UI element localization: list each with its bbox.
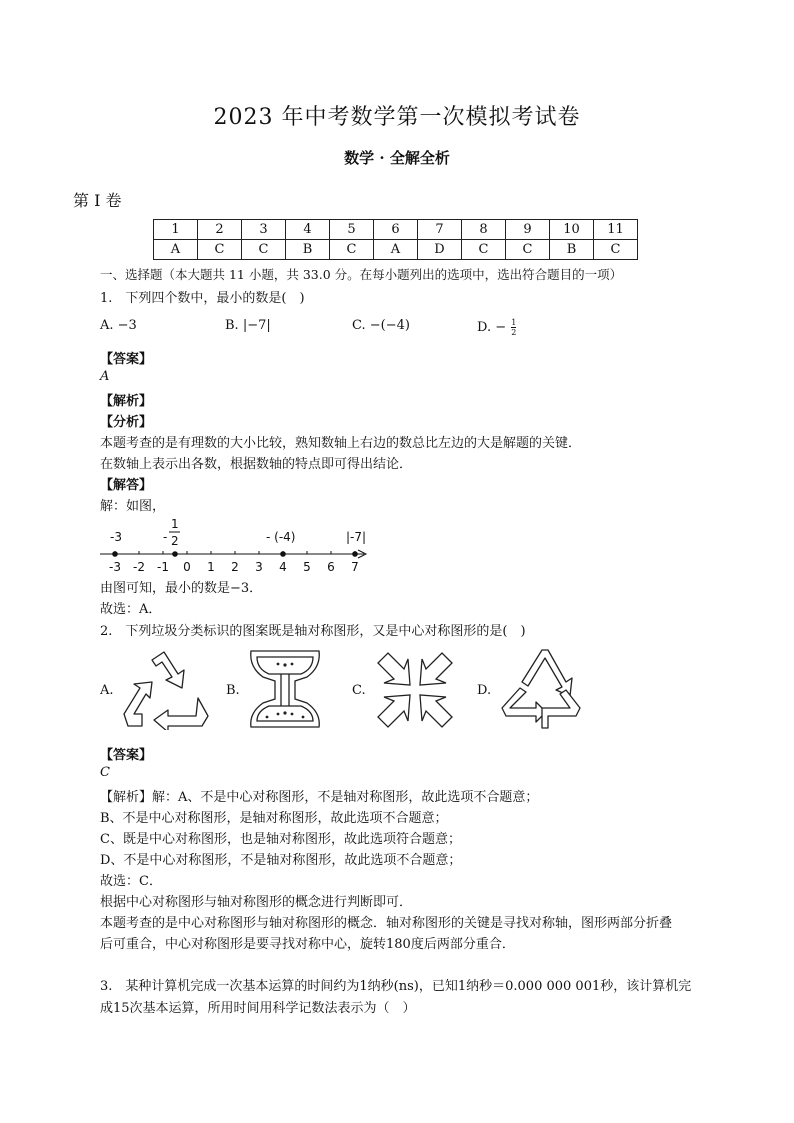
q1-answer-tag: 【答案】 (100, 352, 153, 367)
number-line-tick-label: 1 (207, 560, 215, 574)
label-abs-minus-7: |-7| (346, 530, 367, 544)
q2-option-d-label: D. (477, 683, 492, 698)
q1-answer: A (100, 369, 110, 384)
page-subtitle: 数学 · 全解全析 (344, 149, 450, 167)
number-line-tick-label: 2 (231, 560, 239, 574)
section-heading: 一、选择题（本大题共 11 小题，共 33.0 分。在每小题列出的选项中，选出符合题目的一项） (100, 267, 623, 282)
point-minus-half (172, 551, 178, 557)
q2-choose: 故选：C． (100, 874, 162, 889)
answer-table-number-row (154, 220, 638, 240)
answer-table-number-cell: 10 (550, 220, 594, 240)
answer-table-answer-cell: C (594, 240, 638, 260)
answer-table-number-cell: 5 (330, 220, 374, 240)
q2-analysis-c: C、既是中心对称图形，也是轴对称图形，故此选项符合题意； (100, 832, 461, 847)
label-neg-neg-4: - (-4) (266, 530, 296, 544)
q1-solution-intro: 解：如图， (100, 499, 166, 514)
answer-table-answer-cell: C (462, 240, 506, 260)
q2-option-c-four-arrows-icon (374, 649, 456, 731)
label-minus-half-denominator: 2 (171, 534, 179, 548)
q2-analysis-a: 【解析】解：A、不是中心对称图形，不是轴对称图形，故此选项不合题意； (100, 790, 539, 805)
answer-table-number-cell: 4 (286, 220, 330, 240)
number-line-tick-label: 4 (279, 560, 287, 574)
q1-fenxi-line-1: 本题考查的是有理数的大小比较，熟知数轴上右边的数总比左边的大是解题的关键． (100, 436, 582, 451)
q2-stem: 2. 下列垃圾分类标识的图案既是轴对称图形，又是中心对称图形的是( ) (100, 624, 526, 639)
answer-table-answer-cell: A (154, 240, 198, 260)
q1-option-d-prefix: D. − (477, 320, 507, 335)
q1-option-c: C. −(−4) (352, 318, 410, 333)
number-line-tick-label: 0 (183, 560, 191, 574)
q2-option-c-label: C. (352, 683, 366, 698)
point-minus-3 (112, 551, 118, 557)
answer-table-number-cell: 1 (154, 220, 198, 240)
volume-label: 第 I 卷 (73, 191, 122, 210)
q3-stem-line-1: 3. 某种计算机完成一次基本运算的时间约为1纳秒(ns)，已知1纳秒＝0.000 000 001秒，该计算机完 (100, 979, 692, 994)
q2-option-b-label: B. (226, 683, 240, 698)
answer-table-answer-cell: B (286, 240, 330, 260)
q1-fenxi-tag: 【分析】 (100, 415, 153, 430)
answer-table-number-cell: 9 (506, 220, 550, 240)
answer-table-number-cell: 6 (374, 220, 418, 240)
q2-option-a-label: A. (100, 683, 114, 698)
q2-analysis-b: B、不是中心对称图形，是轴对称图形，故此选项不合题意； (100, 811, 448, 826)
q3-stem-line-2: 成15次基本运算，所用时间用科学记数法表示为（ ） (100, 1001, 416, 1016)
page-title: 2023 年中考数学第一次模拟考试卷 (213, 105, 581, 130)
q2-analysis-d: D、不是中心对称图形，不是轴对称图形，故此选项不合题意； (100, 853, 462, 868)
answer-table-answer-cell: C (242, 240, 286, 260)
number-line-tick-label: 3 (255, 560, 263, 574)
q2-summary-3: 后可重合，中心对称图形是要寻找对称中心，旋转180度后两部分重合． (100, 937, 515, 952)
q2-option-b-bin-icon (245, 647, 325, 731)
q1-option-a: A. −3 (100, 318, 137, 333)
q2-answer-tag: 【答案】 (100, 748, 153, 763)
answer-table-answer-row (154, 240, 638, 260)
answer-table-number-cell: 8 (462, 220, 506, 240)
label-minus-half-sign: - (163, 530, 168, 544)
number-line-figure (96, 515, 386, 577)
answer-table-answer-cell: A (374, 240, 418, 260)
q2-option-a-recycle-icon (120, 650, 212, 730)
number-line-tick-label: -3 (109, 560, 121, 574)
point-abs-minus-7 (352, 551, 358, 557)
answer-table (153, 219, 638, 260)
answer-table-number-cell: 3 (242, 220, 286, 240)
q2-option-d-triangle-arrows-icon (500, 646, 584, 730)
number-line-tick-label: 7 (351, 560, 359, 574)
q2-summary-2: 本题考查的是中心对称图形与轴对称图形的概念．轴对称图形的关键是寻找对称轴，图形两部分折叠 (100, 916, 673, 931)
answer-table-number-cell: 11 (594, 220, 638, 240)
number-line-tick-label: -2 (133, 560, 145, 574)
answer-table-answer-cell: C (330, 240, 374, 260)
q1-option-d-numerator: 1 (511, 318, 517, 327)
q1-jieda-tag: 【解答】 (100, 478, 153, 493)
answer-table-answer-cell: C (198, 240, 242, 260)
q1-option-d-denominator: 2 (511, 328, 517, 337)
q1-conclusion: 由图可知，最小的数是−3． (100, 581, 263, 596)
answer-table-answer-cell: D (418, 240, 462, 260)
point-neg-neg-4 (280, 551, 286, 557)
number-line-tick-label: -1 (157, 560, 169, 574)
answer-table-answer-cell: B (550, 240, 594, 260)
answer-table-number-cell: 7 (418, 220, 462, 240)
label-minus-half-numerator: 1 (171, 517, 179, 531)
q1-option-b: B. |−7| (225, 318, 271, 333)
q1-option-d (477, 318, 516, 337)
q2-summary-1: 根据中心对称图形与轴对称图形的概念进行判断即可． (100, 895, 413, 910)
q1-analysis-tag: 【解析】 (100, 394, 153, 409)
number-line-tick-label: 6 (327, 560, 335, 574)
q2-answer: C (100, 765, 110, 780)
answer-table-answer-cell: C (506, 240, 550, 260)
number-line-tick-label: 5 (303, 560, 311, 574)
q1-stem: 1. 下列四个数中，最小的数是( ) (100, 291, 305, 306)
answer-table-number-cell: 2 (198, 220, 242, 240)
q1-fenxi-line-2: 在数轴上表示出各数，根据数轴的特点即可得出结论． (100, 457, 413, 472)
label-minus-3: -3 (110, 530, 122, 544)
q1-choose: 故选：A． (100, 602, 162, 617)
